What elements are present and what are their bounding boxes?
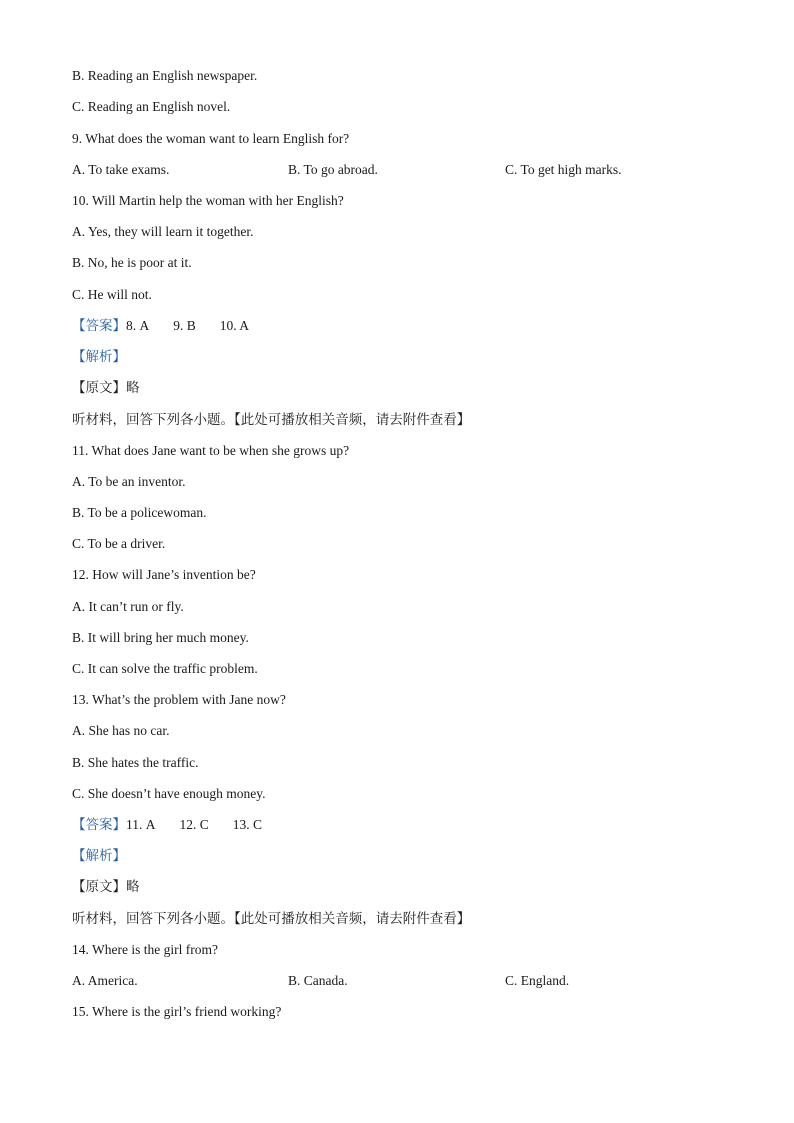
- q8-option-b: B. Reading an English newspaper.: [72, 68, 258, 83]
- answer-12: 12. C: [179, 817, 209, 832]
- q14-option-c: C. England.: [505, 973, 570, 988]
- original-label: 【原文】: [72, 879, 126, 895]
- q12-option-b: B. It will bring her much money.: [72, 630, 249, 645]
- q9-option-a: A. To take exams.: [72, 162, 170, 177]
- q8-option-c: C. Reading an English novel.: [72, 99, 231, 114]
- q15-question: 15. Where is the girl’s friend working?: [72, 1004, 282, 1019]
- q14-option-a: A. America.: [72, 973, 138, 988]
- answer-9: 9. B: [173, 318, 196, 333]
- q12-option-a: A. It can’t run or fly.: [72, 599, 184, 614]
- answer-11: 11. A: [126, 817, 156, 832]
- q13-question: 13. What’s the problem with Jane now?: [72, 692, 286, 707]
- q12-option-c: C. It can solve the traffic problem.: [72, 661, 258, 676]
- listening-instruction-2: 听材料，回答下列各小题。【此处可播放相关音频，请去附件查看】: [72, 911, 471, 927]
- q10-option-a: A. Yes, they will learn it together.: [72, 224, 254, 239]
- listening-instruction-1: 听材料，回答下列各小题。【此处可播放相关音频，请去附件查看】: [72, 412, 471, 428]
- original-text-2: [72, 878, 140, 896]
- analysis-label-2: 【解析】: [72, 848, 126, 864]
- original-content: 略: [126, 380, 140, 396]
- q11-option-a: A. To be an inventor.: [72, 474, 186, 489]
- q9-option-c: C. To get high marks.: [505, 162, 622, 177]
- q10-question: 10. Will Martin help the woman with her English?: [72, 193, 344, 208]
- q13-option-b: B. She hates the traffic.: [72, 755, 199, 770]
- q14-option-b: B. Canada.: [288, 973, 348, 988]
- q14-question: 14. Where is the girl from?: [72, 942, 218, 957]
- answer-row-1: [72, 317, 249, 335]
- q9-question: 9. What does the woman want to learn English for?: [72, 131, 350, 146]
- q11-option-b: B. To be a policewoman.: [72, 505, 207, 520]
- answer-label: 【答案】: [72, 817, 126, 833]
- q11-question: 11. What does Jane want to be when she grows up?: [72, 443, 350, 458]
- q12-question: 12. How will Jane’s invention be?: [72, 567, 256, 582]
- answer-10: 10. A: [219, 318, 250, 333]
- original-content: 略: [126, 879, 140, 895]
- original-text-1: [72, 379, 140, 397]
- q10-option-c: C. He will not.: [72, 287, 152, 302]
- q9-option-b: B. To go abroad.: [288, 162, 378, 177]
- q13-option-c: C. She doesn’t have enough money.: [72, 786, 266, 801]
- answer-row-2: [72, 816, 262, 834]
- answer-label: 【答案】: [72, 318, 126, 334]
- analysis-label-1: 【解析】: [72, 349, 126, 365]
- answer-8: 8. A: [126, 318, 150, 333]
- q13-option-a: A. She has no car.: [72, 723, 170, 738]
- q11-option-c: C. To be a driver.: [72, 536, 166, 551]
- original-label: 【原文】: [72, 380, 126, 396]
- answer-13: 13. C: [232, 817, 263, 832]
- q10-option-b: B. No, he is poor at it.: [72, 255, 192, 270]
